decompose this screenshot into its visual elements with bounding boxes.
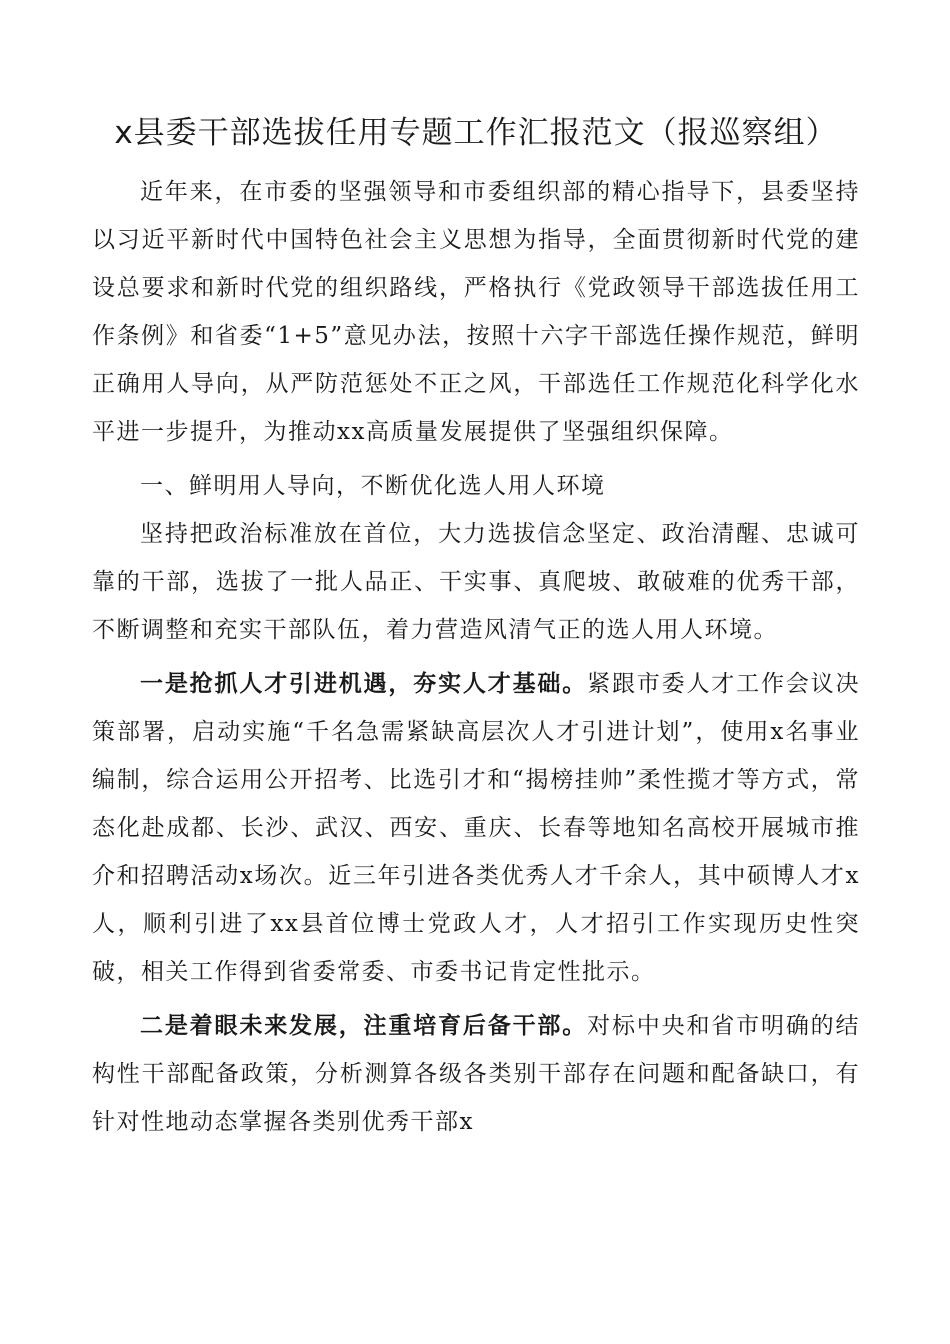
document-title: x县委干部选拔任用专题工作汇报范文（报巡察组） (114, 115, 838, 151)
point-two-paragraph (92, 1002, 860, 1146)
point-one-paragraph (92, 660, 860, 996)
point-two-body: 对标中央和省市明确的结构性干部配备政策，分析测算各级各类别干部存在问题和配备缺口，有针对性地动态掌握各类别优秀干部x (92, 1013, 861, 1135)
section-heading: 一、鲜明用人导向，不断优化选人用人环境 (140, 473, 606, 499)
section-body-paragraph: 坚持把政治标准放在首位，大力选拔信念坚定、政治清醒、忠诚可靠的干部，选拔了一批人品正、干实事、真爬坡、敢破难的优秀干部，不断调整和充实干部队伍，着力营造风清气正的选人用人环境。 (92, 521, 860, 643)
document-page (92, 112, 860, 1146)
intro-paragraph: 近年来，在市委的坚强领导和市委组织部的精心指导下，县委坚持以习近平新时代中国特色社会主义思想为指导，全面贯彻新时代党的建设总要求和新时代党的组织路线，严格执行《党政领导干部选拔任用工作条例》和省委“1+5”意见办法，按照十六字干部选任操作规范，鲜明正确用人导向，从严防范惩处不正之风，干部选任工作规范化科学化水平进一步提升，为推动xx高质量发展提供了坚强组织保障。 (92, 179, 860, 445)
point-one-body: 紧跟市委人才工作会议决策部署，启动实施“千名急需紧缺高层次人才引进计划”，使用x名事业编制，综合运用公开招考、比选引才和“揭榜挂帅”柔性揽才等方式，常态化赴成都、长沙、武汉、西安、重庆、长春等地知名高校开展城市推介和招聘活动x场次。近三年引进各类优秀人才千余人，其中硕博人才x人，顺利引进了xx县首位博士党政人才，人才招引工作实现历史性突破，相关工作得到省委常委、市委书记肯定性批示。 (92, 671, 861, 985)
point-two-lead: 二是着眼未来发展，注重培育后备干部。 (140, 1012, 588, 1039)
point-one-lead: 一是抢抓人才引进机遇，夯实人才基础。 (140, 670, 588, 697)
